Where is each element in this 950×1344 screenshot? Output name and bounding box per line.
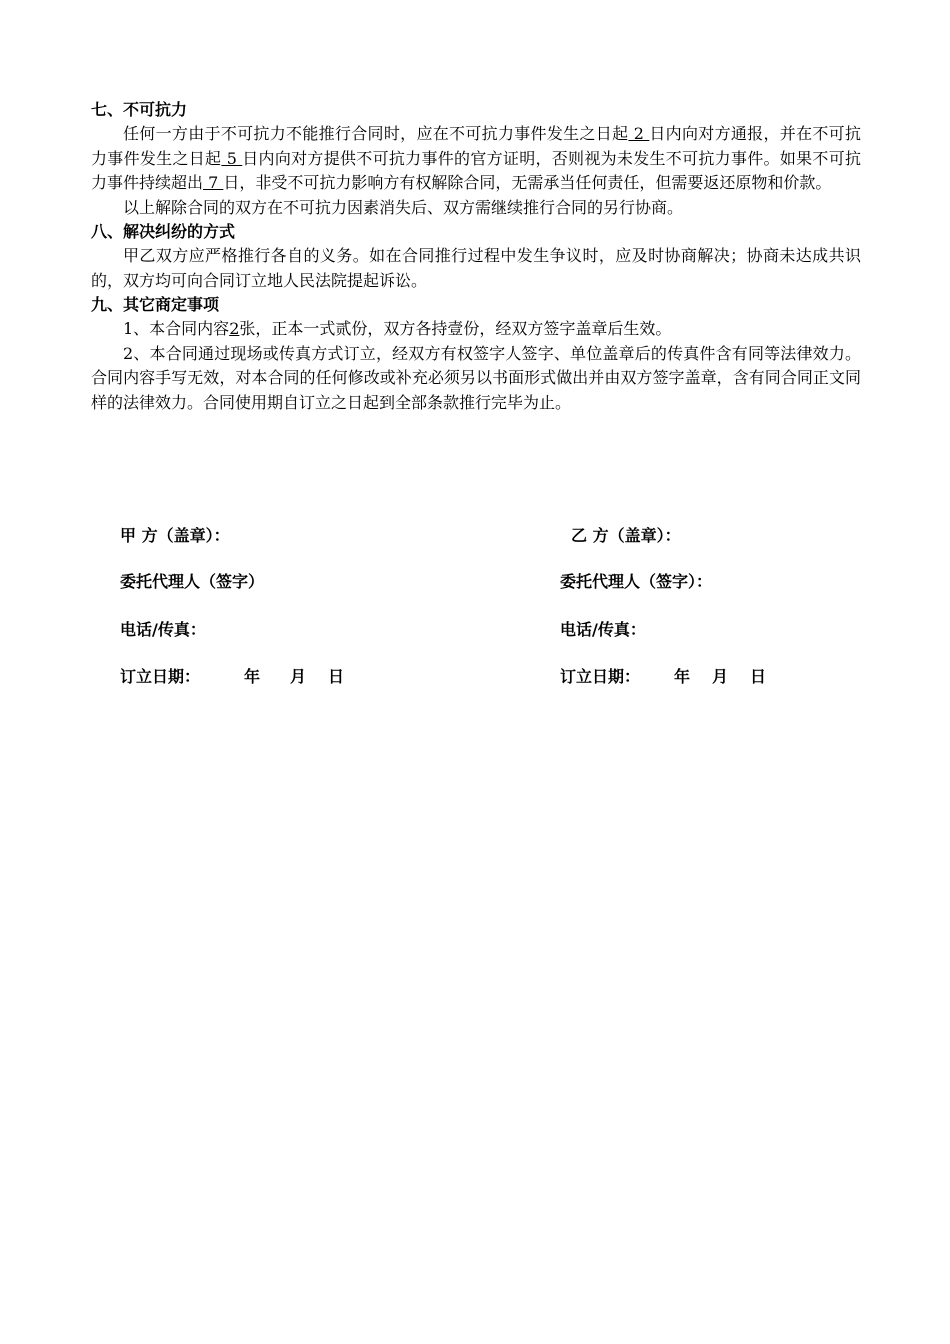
section-7-paragraph-1: [91, 122, 861, 196]
party-b-date-label: 订立日期：: [560, 667, 641, 686]
section-7-text-1: 任何一方由于不可抗力不能推行合同时，应在不可抗力事件发生之日起: [123, 124, 629, 143]
party-b-phone-label: 电话/传真：: [560, 620, 646, 639]
party-a-seal-label: 甲 方（盖章）：: [120, 526, 230, 545]
section-9-text-2: 张，正本一式贰份，双方各持壹份，经双方签字盖章后生效。: [239, 319, 672, 338]
section-7-text-2: 日内向对方通报，并在不可抗力事件发生之日起: [91, 124, 861, 168]
section-9-paragraph-1: [91, 317, 861, 342]
party-a-date-label: 订立日期：: [120, 667, 201, 686]
section-7-text-3: 日内向对方提供不可抗力事件的官方证明，否则视为未发生不可抗力事件。如果不可抗力事件持续超出: [91, 148, 861, 192]
party-b-day-label: 日: [750, 667, 767, 686]
page-count-value: 2: [229, 319, 240, 338]
party-b-month-label: 月: [712, 667, 729, 686]
party-b-agent-label: 委托代理人（签字）：: [560, 572, 713, 591]
party-a-day-label: 日: [328, 667, 345, 686]
section-8-paragraph-1: 甲乙双方应严格推行各自的义务。如在合同推行过程中发生争议时，应及时协商解决；协商未达成共识的，双方均可向合同订立地人民法院提起诉讼。: [91, 246, 861, 290]
section-9-text-1: 1、本合同内容: [123, 319, 230, 338]
party-a-agent-label: 委托代理人（签字）: [120, 572, 265, 591]
notify-days-value: 2: [628, 124, 650, 143]
section-9-paragraph-2: 2、本合同通过现场或传真方式订立，经双方有权签字人签字、单位盖章后的传真件含有同等法律效力。合同内容手写无效，对本合同的任何修改或补充必须另以书面形式做出并由双方签字盖章，含有同合同正文同样的法律效力。合同使用期自订立之日起到全部条款推行完毕为止。: [91, 343, 861, 412]
contract-page: [91, 98, 861, 415]
section-9-title: 九、其它商定事项: [91, 295, 220, 314]
party-b-year-label: 年: [674, 667, 691, 686]
duration-days-value: 7: [203, 173, 224, 192]
party-a-phone-label: 电话/传真：: [120, 620, 206, 639]
section-8-title: 八、解决纠纷的方式: [91, 222, 236, 241]
proof-days-value: 5: [221, 148, 243, 168]
section-7-text-4: 日，非受不可抗力影响方有权解除合同，无需承当任何责任，但需要返还原物和价款。: [223, 173, 832, 192]
party-b-seal-label: 乙 方（盖章）：: [571, 526, 681, 545]
party-a-month-label: 月: [290, 667, 307, 686]
party-b-date-row: [560, 665, 766, 689]
party-a-year-label: 年: [244, 667, 261, 686]
party-a-date-row: [120, 665, 344, 689]
section-7-paragraph-2: 以上解除合同的双方在不可抗力因素消失后、双方需继续推行合同的另行协商。: [123, 197, 684, 217]
section-7-title: 七、不可抗力: [91, 100, 188, 119]
